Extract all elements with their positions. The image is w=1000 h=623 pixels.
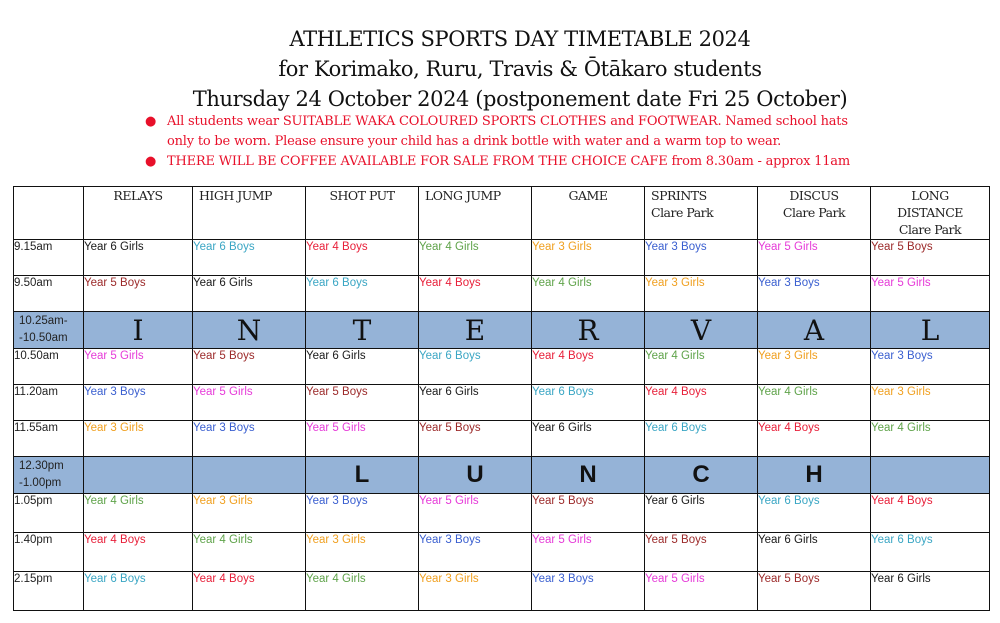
column-header-sprints: SPRINTS Clare Park <box>645 187 758 240</box>
interval-letter: L <box>871 312 990 349</box>
column-header-high-jump: HIGH JUMP <box>193 187 306 240</box>
column-header-relays: RELAYS <box>84 187 193 240</box>
lunch-letter: H <box>758 457 871 494</box>
table-cell: Year 5 Boys <box>645 533 758 572</box>
table-row <box>14 276 990 312</box>
lunch-letter <box>871 457 990 494</box>
table-cell: Year 3 Girls <box>419 572 532 611</box>
column-header-long-jump: LONG JUMP <box>419 187 532 240</box>
table-cell: Year 3 Girls <box>532 240 645 276</box>
table-cell: Year 6 Girls <box>871 572 990 611</box>
table-cell: Year 4 Girls <box>193 533 306 572</box>
table-cell: Year 5 Girls <box>84 349 193 385</box>
lunch-letter: C <box>645 457 758 494</box>
interval-letter: E <box>419 312 532 349</box>
table-row <box>14 533 990 572</box>
table-cell: Year 3 Girls <box>84 421 193 457</box>
note-clothing <box>143 112 963 132</box>
lunch-time-cell: 12.30pm -1.00pm <box>14 457 84 494</box>
table-cell: Year 6 Boys <box>758 494 871 533</box>
table-cell: Year 5 Girls <box>758 240 871 276</box>
interval-letter: V <box>645 312 758 349</box>
lunch-letter <box>193 457 306 494</box>
table-cell: Year 3 Boys <box>84 385 193 421</box>
table-cell: Year 4 Boys <box>193 572 306 611</box>
table-cell: Year 5 Boys <box>532 494 645 533</box>
table-cell: Year 5 Boys <box>871 240 990 276</box>
table-row <box>14 385 990 421</box>
lunch-letter: N <box>532 457 645 494</box>
column-header-discus: DISCUS Clare Park <box>758 187 871 240</box>
title-block <box>0 24 1000 114</box>
table-cell: Year 4 Girls <box>758 385 871 421</box>
table-cell: Year 6 Girls <box>758 533 871 572</box>
lunch-letter <box>84 457 193 494</box>
time-cell: 11.55am <box>14 421 84 457</box>
table-cell: Year 4 Girls <box>532 276 645 312</box>
table-cell: Year 5 Girls <box>645 572 758 611</box>
table-cell: Year 5 Boys <box>758 572 871 611</box>
table-cell: Year 5 Boys <box>306 385 419 421</box>
interval-time-cell: 10.25am- -10.50am <box>14 312 84 349</box>
note-coffee-text: THERE WILL BE COFFEE AVAILABLE FOR SALE FROM THE CHOICE CAFE from 8.30am - approx 11am <box>167 154 850 169</box>
table-cell: Year 3 Girls <box>193 494 306 533</box>
table-cell: Year 5 Girls <box>306 421 419 457</box>
table-cell: Year 5 Girls <box>419 494 532 533</box>
table-cell: Year 4 Boys <box>419 276 532 312</box>
table-cell: Year 4 Boys <box>645 385 758 421</box>
interval-letter: N <box>193 312 306 349</box>
table-cell: Year 3 Boys <box>306 494 419 533</box>
table-cell: Year 6 Girls <box>84 240 193 276</box>
table-cell: Year 4 Boys <box>84 533 193 572</box>
bullet-icon: ● <box>145 114 157 129</box>
table-cell: Year 4 Boys <box>758 421 871 457</box>
lunch-row <box>14 457 990 494</box>
table-cell: Year 5 Boys <box>419 421 532 457</box>
time-cell: 10.50am <box>14 349 84 385</box>
table-cell: Year 4 Girls <box>84 494 193 533</box>
time-cell: 9.15am <box>14 240 84 276</box>
table-cell: Year 6 Boys <box>871 533 990 572</box>
table-cell: Year 3 Boys <box>758 276 871 312</box>
interval-letter: A <box>758 312 871 349</box>
table-row <box>14 349 990 385</box>
column-header-game: GAME <box>532 187 645 240</box>
table-row <box>14 494 990 533</box>
table-cell: Year 5 Girls <box>193 385 306 421</box>
table-cell: Year 3 Girls <box>871 385 990 421</box>
table-cell: Year 5 Girls <box>532 533 645 572</box>
table-cell: Year 6 Girls <box>193 276 306 312</box>
timetable <box>13 186 990 611</box>
table-cell: Year 4 Girls <box>645 349 758 385</box>
table-cell: Year 6 Boys <box>645 421 758 457</box>
table-cell: Year 5 Girls <box>871 276 990 312</box>
notes-list <box>143 112 963 172</box>
table-cell: Year 6 Boys <box>419 349 532 385</box>
table-row <box>14 572 990 611</box>
note-clothing-line1: All students wear SUITABLE WAKA COLOURED SPORTS CLOTHES and FOOTWEAR. Named school hats <box>167 114 848 129</box>
table-cell: Year 6 Boys <box>84 572 193 611</box>
note-clothing-line2: only to be worn. Please ensure your child has a drink bottle with water and a warm top to wear. <box>167 134 782 149</box>
time-cell: 11.20am <box>14 385 84 421</box>
lunch-letter: U <box>419 457 532 494</box>
header-row <box>14 187 990 240</box>
corner-cell <box>14 187 84 240</box>
table-cell: Year 3 Boys <box>532 572 645 611</box>
table-cell: Year 4 Boys <box>532 349 645 385</box>
table-cell: Year 4 Girls <box>306 572 419 611</box>
table-cell: Year 3 Girls <box>758 349 871 385</box>
column-header-long-distance: LONG DISTANCE Clare Park <box>871 187 990 240</box>
table-cell: Year 6 Girls <box>645 494 758 533</box>
table-cell: Year 4 Boys <box>306 240 419 276</box>
table-cell: Year 3 Boys <box>419 533 532 572</box>
time-cell: 1.40pm <box>14 533 84 572</box>
table-cell: Year 5 Boys <box>84 276 193 312</box>
table-cell: Year 6 Girls <box>532 421 645 457</box>
column-header-shot-put: SHOT PUT <box>306 187 419 240</box>
table-cell: Year 3 Girls <box>645 276 758 312</box>
table-cell: Year 6 Girls <box>419 385 532 421</box>
time-cell: 2.15pm <box>14 572 84 611</box>
note-coffee <box>143 152 963 172</box>
time-cell: 9.50am <box>14 276 84 312</box>
bullet-icon: ● <box>145 154 157 169</box>
table-cell: Year 4 Girls <box>871 421 990 457</box>
page-subtitle: for Korimako, Ruru, Travis & Ōtākaro students <box>278 57 762 81</box>
interval-letter: T <box>306 312 419 349</box>
interval-row <box>14 312 990 349</box>
lunch-letter: L <box>306 457 419 494</box>
table-cell: Year 3 Boys <box>193 421 306 457</box>
table-cell: Year 5 Boys <box>193 349 306 385</box>
table-cell: Year 3 Boys <box>871 349 990 385</box>
interval-letter: R <box>532 312 645 349</box>
time-cell: 1.05pm <box>14 494 84 533</box>
table-row <box>14 421 990 457</box>
table-cell: Year 6 Boys <box>532 385 645 421</box>
table-cell: Year 6 Boys <box>306 276 419 312</box>
table-cell: Year 3 Boys <box>645 240 758 276</box>
table-cell: Year 4 Girls <box>419 240 532 276</box>
table-cell: Year 4 Boys <box>871 494 990 533</box>
table-cell: Year 6 Girls <box>306 349 419 385</box>
page-title: ATHLETICS SPORTS DAY TIMETABLE 2024 <box>289 27 751 51</box>
table-cell: Year 3 Girls <box>306 533 419 572</box>
event-date: Thursday 24 October 2024 (postponement date Fri 25 October) <box>192 87 848 111</box>
table-cell: Year 6 Boys <box>193 240 306 276</box>
interval-letter: I <box>84 312 193 349</box>
table-row <box>14 240 990 276</box>
